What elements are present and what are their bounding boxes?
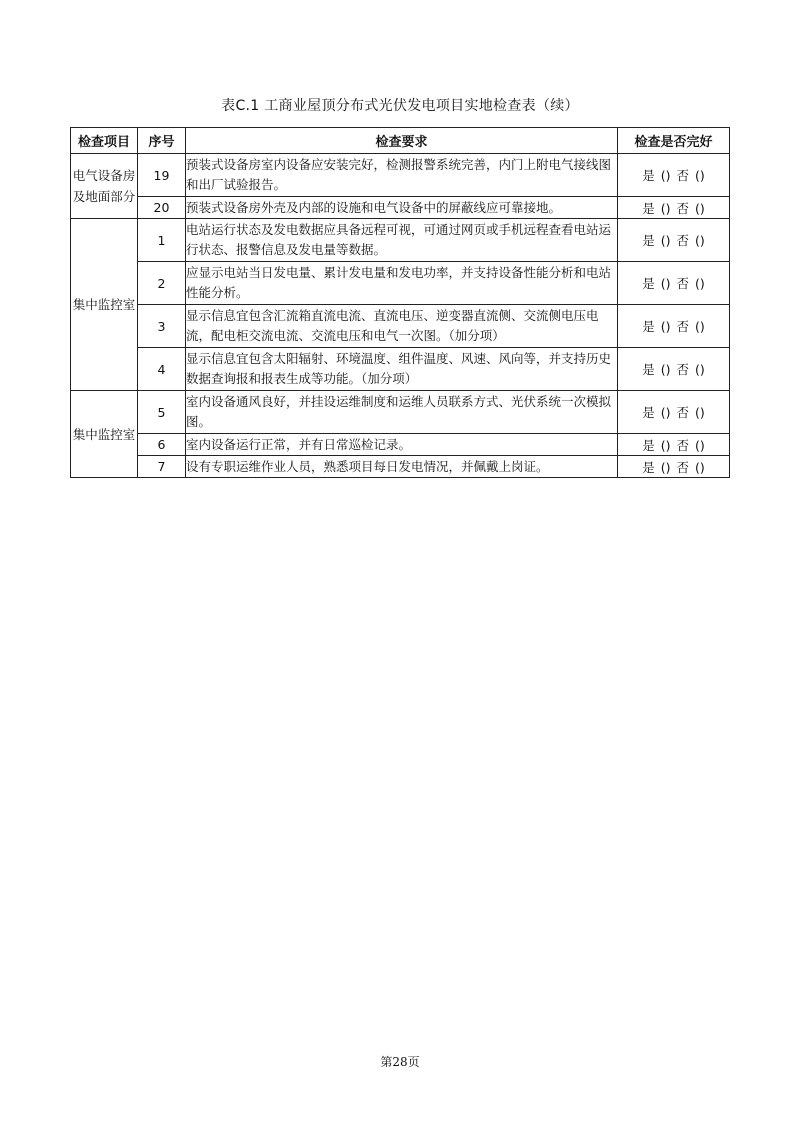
requirement-cell: 显示信息宜包含汇流箱直流电流、直流电压、逆变器直流侧、交流侧电压电流，配电柜交流电流、交流电压和电气一次图。（加分项）: [186, 305, 618, 348]
requirement-cell: 显示信息宜包含太阳辐射、环境温度、组件温度、风速、风向等，并支持历史数据查询报和报表生成等功能。（加分项）: [186, 348, 618, 391]
serial-cell: 20: [138, 197, 186, 219]
table-title: 表C.1 工商业屋顶分布式光伏发电项目实地检查表（续）: [221, 98, 579, 114]
table-row: [71, 219, 730, 262]
requirement-cell: 室内设备通风良好，并挂设运维制度和运维人员联系方式、光伏系统一次模拟图。: [186, 391, 618, 434]
status-cell[interactable]: 是 () 否 (): [618, 348, 730, 391]
serial-cell: 3: [138, 305, 186, 348]
page-number: 第28页: [380, 1055, 420, 1069]
status-cell[interactable]: 是 () 否 (): [618, 197, 730, 219]
header-status: 检查是否完好: [618, 128, 730, 154]
status-cell[interactable]: 是 () 否 (): [618, 219, 730, 262]
serial-cell: 19: [138, 154, 186, 197]
table-row: [71, 305, 730, 348]
requirement-cell: 室内设备运行正常，并有日常巡检记录。: [186, 434, 618, 456]
status-cell[interactable]: 是 () 否 (): [618, 154, 730, 197]
serial-cell: 1: [138, 219, 186, 262]
requirement-cell: 预装式设备房室内设备应安装完好，检测报警系统完善，内门上附电气接线图和出厂试验报告。: [186, 154, 618, 197]
requirement-cell: 设有专职运维作业人员，熟悉项目每日发电情况，并佩戴上岗证。: [186, 456, 618, 478]
table-row: [71, 456, 730, 478]
header-serial-number: 序号: [138, 128, 186, 154]
inspection-table: [70, 127, 730, 478]
serial-cell: 4: [138, 348, 186, 391]
header-requirement: 检查要求: [186, 128, 618, 154]
category-cell: 集中监控室: [71, 219, 138, 391]
table-row: [71, 262, 730, 305]
table-header-row: [71, 128, 730, 154]
category-cell: 电气设备房及地面部分: [71, 154, 138, 219]
serial-cell: 5: [138, 391, 186, 434]
category-cell: 集中监控室: [71, 391, 138, 478]
status-cell[interactable]: 是 () 否 (): [618, 391, 730, 434]
table-row: [71, 434, 730, 456]
serial-cell: 6: [138, 434, 186, 456]
header-check-item: 检查项目: [71, 128, 138, 154]
table-row: [71, 197, 730, 219]
requirement-cell: 预装式设备房外壳及内部的设施和电气设备中的屏蔽线应可靠接地。: [186, 197, 618, 219]
table-row: [71, 154, 730, 197]
status-cell[interactable]: 是 () 否 (): [618, 262, 730, 305]
requirement-cell: 电站运行状态及发电数据应具备远程可视，可通过网页或手机远程查看电站运行状态、报警信息及发电量等数据。: [186, 219, 618, 262]
table-row: [71, 348, 730, 391]
requirement-cell: 应显示电站当日发电量、累计发电量和发电功率，并支持设备性能分析和电站性能分析。: [186, 262, 618, 305]
status-cell[interactable]: 是 () 否 (): [618, 305, 730, 348]
status-cell[interactable]: 是 () 否 (): [618, 434, 730, 456]
serial-cell: 7: [138, 456, 186, 478]
table-row: [71, 391, 730, 434]
status-cell[interactable]: 是 () 否 (): [618, 456, 730, 478]
serial-cell: 2: [138, 262, 186, 305]
